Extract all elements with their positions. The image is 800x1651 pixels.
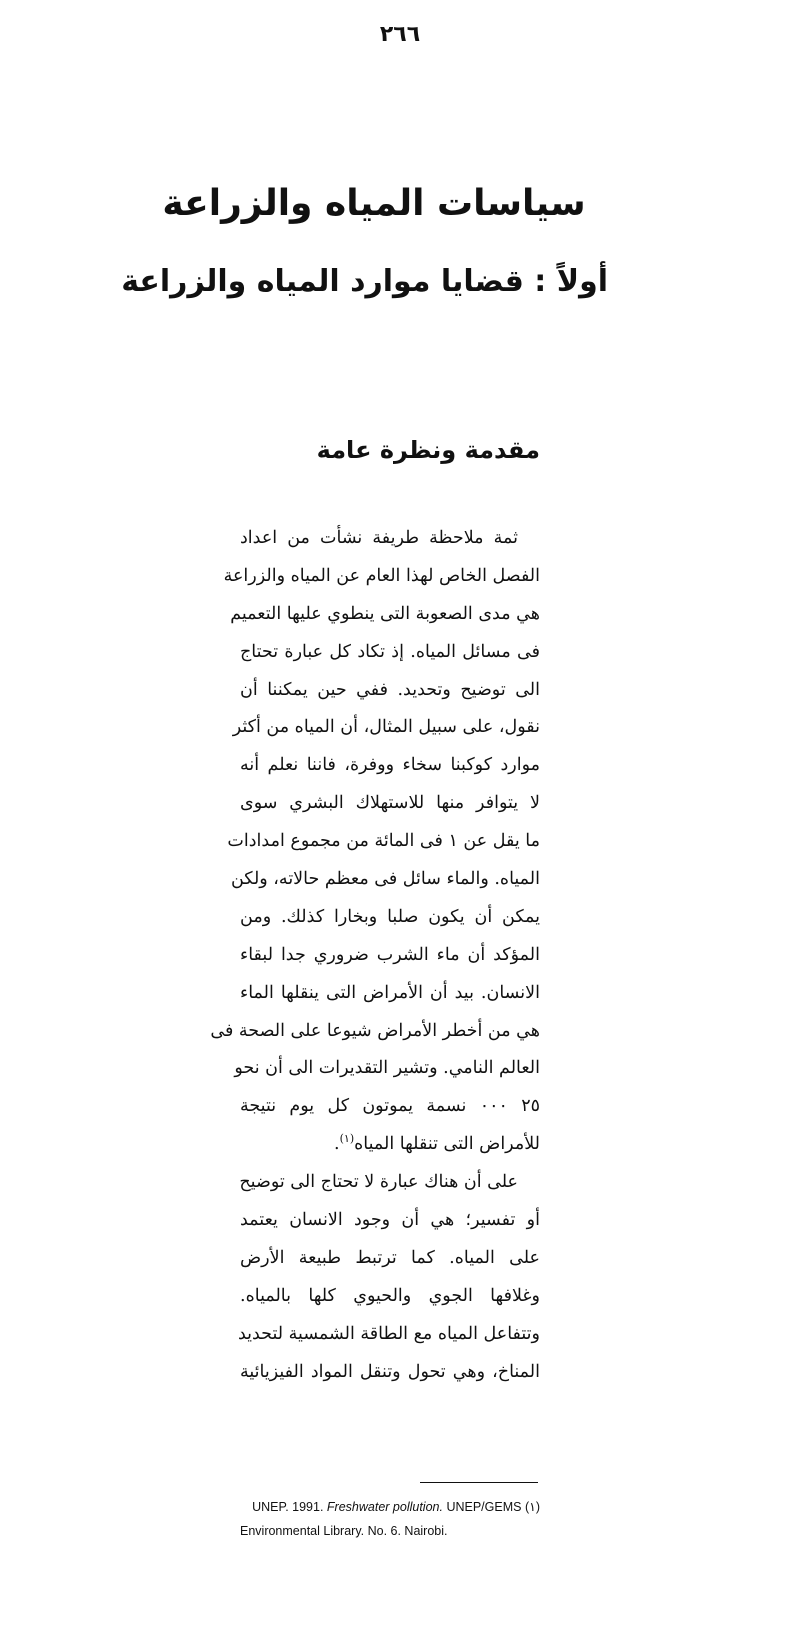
section-heading: مقدمة ونظرة عامة xyxy=(316,436,540,464)
chapter-subtitle: أولاً : قضايا موارد المياه والزراعة xyxy=(121,264,608,299)
page-title: سياسات المياه والزراعة xyxy=(162,183,586,224)
paragraph-line: الفصل الخاص لهذا العام عن المياه والزراعة xyxy=(223,565,540,586)
paragraph-line: وغلافها الجوي والحيوي كلها بالمياه. xyxy=(240,1285,540,1306)
paragraph-line: المياه. والماء سائل فى معظم حالاته، ولكن xyxy=(230,869,540,890)
paragraph-line: موارد كوكبنا سخاء ووفرة، فاننا نعلم أنه xyxy=(240,755,540,776)
paragraph-line: أو تفسير؛ هي أن وجود الانسان يعتمد xyxy=(240,1210,540,1231)
paragraph-line: ما يقل عن ١ فى المائة من مجموع امدادات xyxy=(227,831,540,852)
paragraph-line: نقول، على سبيل المثال، أن المياه من أكثر xyxy=(232,717,540,738)
paragraph-line: المناخ، وهي تحول وتنقل المواد الفيزيائية xyxy=(240,1361,540,1382)
paragraph-line: هي مدى الصعوبة التى ينطوي عليها التعميم xyxy=(230,603,540,624)
paragraph-line: العالم النامي. وتشير التقديرات الى أن نحو xyxy=(234,1058,540,1079)
paragraph-end-punctuation: . xyxy=(334,1134,340,1155)
footnote-publication-title: Freshwater pollution. xyxy=(326,1500,443,1514)
paragraph-line: يمكن أن يكون صلبا وبخارا كذلك. ومن xyxy=(240,906,540,927)
footnote-line-2: Environmental Library. No. 6. Nairobi. xyxy=(240,1524,448,1538)
paragraph-line: على المياه. كما ترتبط طبيعة الأرض xyxy=(240,1247,540,1268)
footnote-reference[interactable]: (١) xyxy=(339,1132,355,1146)
page-number: ٢٦٦ xyxy=(379,22,421,47)
paragraph-line: ٢٥ ٠٠٠ نسمة يموتون كل يوم نتيجة xyxy=(240,1096,540,1117)
footnote-source: UNEP. 1991. xyxy=(252,1500,324,1514)
footnote xyxy=(240,1495,540,1543)
body-text xyxy=(210,520,540,1391)
paragraph-line: لا يتوافر منها للاستهلاك البشري سوى xyxy=(240,793,540,814)
footnote-line-1 xyxy=(240,1495,540,1519)
paragraph-line: المؤكد أن ماء الشرب ضروري جدا لبقاء xyxy=(240,944,540,965)
footnote-divider xyxy=(420,1482,538,1483)
footnote-number: (١) xyxy=(524,1500,540,1514)
paragraph-line: ثمة ملاحظة طريفة نشأت من اعداد xyxy=(240,528,518,548)
footnote-series: UNEP/GEMS xyxy=(446,1500,522,1514)
paragraph-line: وتتفاعل المياه مع الطاقة الشمسية لتحديد xyxy=(237,1323,540,1344)
paragraph-line: فى مسائل المياه. إذ تكاد كل عبارة تحتاج xyxy=(240,641,540,662)
paragraph-line: على أن هناك عبارة لا تحتاج الى توضيح xyxy=(239,1172,518,1193)
paragraph-line: الى توضيح وتحديد. ففي حين يمكننا أن xyxy=(240,679,540,700)
paragraph-line: هي من أخطر الأمراض شيوعا على الصحة فى xyxy=(210,1020,540,1041)
paragraph-last-line-text: للأمراض التى تنقلها المياه xyxy=(354,1134,540,1155)
paragraph-line: الانسان. بيد أن الأمراض التى ينقلها الماء xyxy=(240,982,540,1003)
paragraph-last-line xyxy=(240,1126,540,1164)
